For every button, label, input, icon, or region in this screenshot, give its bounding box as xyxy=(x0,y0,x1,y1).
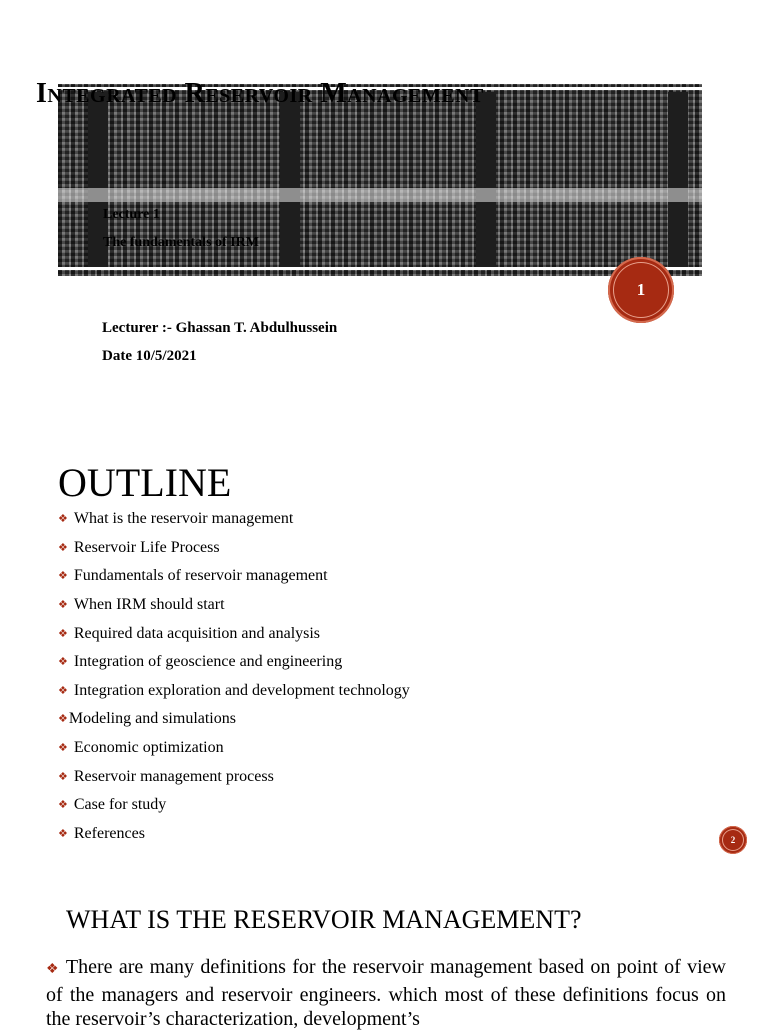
definition-paragraph: ❖ There are many definitions for the reservoir management based on point of view of the managers and reservoir engineers. which most of these definitions focus on the reservoir’s characterization, development’s xyxy=(46,956,727,1030)
list-item: ❖ Integration exploration and development technology xyxy=(58,677,410,706)
diamond-bullet-icon: ❖ xyxy=(58,827,68,840)
diamond-bullet-icon: ❖ xyxy=(58,713,68,726)
list-item: ❖ Reservoir Life Process xyxy=(58,534,410,563)
lecture-number: Lecture 1 xyxy=(103,207,160,222)
banner-line xyxy=(58,267,702,270)
list-item: ❖ Reservoir management process xyxy=(58,762,410,791)
lecture-date: Date 10/5/2021 xyxy=(102,348,197,364)
diamond-bullet-icon: ❖ xyxy=(58,742,68,755)
diamond-bullet-icon: ❖ xyxy=(58,627,68,640)
slide-number: 2 xyxy=(730,835,736,845)
list-item: ❖ Fundamentals of reservoir management xyxy=(58,562,410,591)
lecturer-name: Lecturer :- Ghassan T. Abdulhussein xyxy=(102,320,338,336)
banner-band xyxy=(58,188,702,202)
diamond-bullet-icon: ❖ xyxy=(58,570,68,583)
lecture-subtitle: The fundamentals of IRM xyxy=(103,235,259,250)
banner-stripe xyxy=(280,92,300,268)
outline-list xyxy=(58,505,410,848)
diamond-bullet-icon: ❖ xyxy=(58,656,68,669)
diamond-bullet-icon: ❖ xyxy=(58,770,68,783)
title-slide xyxy=(0,0,768,440)
list-item: ❖ When IRM should start xyxy=(58,591,410,620)
banner-stripe xyxy=(668,92,688,268)
list-item: ❖ What is the reservoir management xyxy=(58,505,410,534)
diamond-bullet-icon: ❖ xyxy=(58,684,68,697)
diamond-bullet-icon: ❖ xyxy=(46,962,60,977)
list-item: ❖ Integration of geoscience and engineering xyxy=(58,648,410,677)
list-item: ❖ Case for study xyxy=(58,791,410,820)
slide-number-badge xyxy=(719,826,747,854)
diamond-bullet-icon: ❖ xyxy=(58,513,68,526)
list-item: ❖ References xyxy=(58,820,410,849)
list-item: ❖ Required data acquisition and analysis xyxy=(58,619,410,648)
slide-number-badge xyxy=(608,257,674,323)
presentation-title: Integrated Reservoir Management xyxy=(36,78,484,109)
outline-heading: OUTLINE xyxy=(58,460,232,505)
slide-number: 1 xyxy=(636,280,646,299)
section-heading: WHAT IS THE RESERVOIR MANAGEMENT? xyxy=(66,905,582,934)
diamond-bullet-icon: ❖ xyxy=(58,799,68,812)
list-item: ❖ Modeling and simulations xyxy=(58,705,410,734)
diamond-bullet-icon: ❖ xyxy=(58,541,68,554)
banner-stripe xyxy=(476,92,496,268)
list-item: ❖ Economic optimization xyxy=(58,734,410,763)
diamond-bullet-icon: ❖ xyxy=(58,599,68,612)
